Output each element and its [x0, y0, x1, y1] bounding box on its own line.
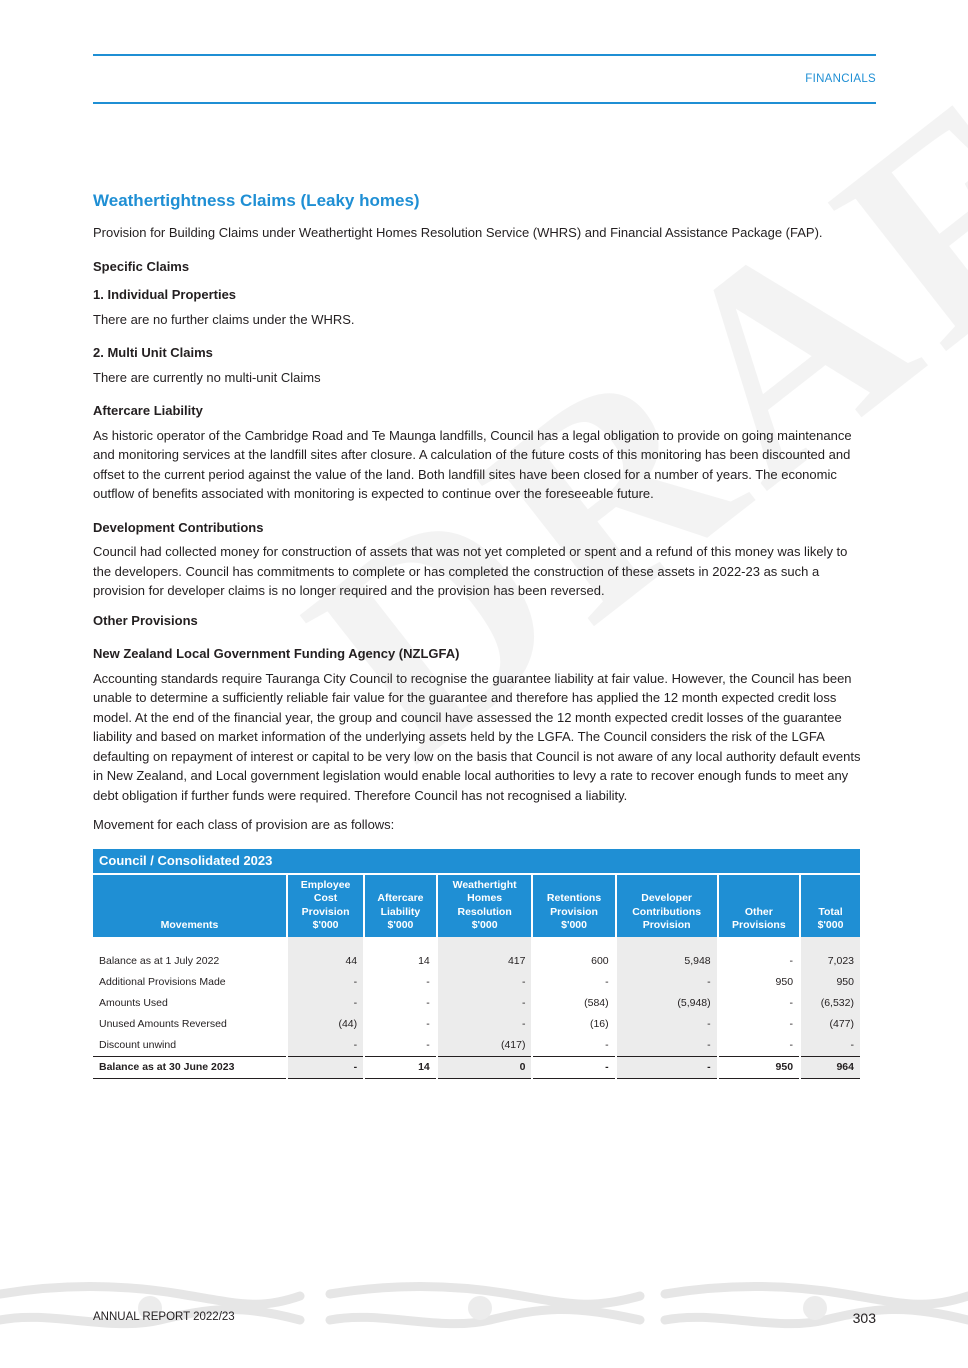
table-cell: - — [718, 993, 800, 1014]
other-provisions-heading: Other Provisions — [93, 612, 198, 628]
table-header-cell — [287, 874, 364, 937]
table-header-text: Provision — [550, 905, 598, 918]
table-cell: - — [718, 951, 800, 972]
table-cell: 600 — [532, 951, 615, 972]
intro-paragraph: Provision for Building Claims under Weathertight Homes Resolution Service (WHRS) and Financial Assistance Package (FAP). — [93, 225, 823, 240]
table-cell: 5,948 — [616, 951, 718, 972]
provisions-table — [93, 849, 860, 1079]
table-cell: - — [364, 1035, 437, 1057]
table-header-text: Movements — [160, 919, 219, 931]
table-cell: (5,948) — [616, 993, 718, 1014]
table-header-text: $'000 — [312, 919, 339, 931]
table-cell: - — [364, 1014, 437, 1035]
table-header-text: Liability — [380, 905, 421, 918]
table-cell: - — [437, 1014, 533, 1035]
movement-intro: Movement for each class of provision are as follows: — [93, 817, 395, 832]
table-cell: - — [287, 993, 364, 1014]
specific-claims-heading: Specific Claims — [93, 258, 190, 274]
table-cell: - — [616, 1056, 718, 1078]
header-rule-top — [93, 54, 876, 56]
table-header-text: Employee — [300, 878, 351, 891]
row-label: Additional Provisions Made — [99, 976, 226, 988]
individual-properties-heading: 1. Individual Properties — [93, 287, 237, 302]
table-cell: - — [287, 972, 364, 993]
table-cell: 964 — [800, 1056, 860, 1078]
table-header-cell — [800, 874, 860, 937]
table-cell: 7,023 — [800, 951, 860, 972]
table-row — [93, 951, 860, 972]
table-cell: - — [616, 1014, 718, 1035]
table-header-cell — [532, 874, 615, 937]
multi-unit-heading: 2. Multi Unit Claims — [93, 345, 213, 360]
header-rule-bottom — [93, 102, 876, 104]
row-label: Discount unwind — [99, 1039, 177, 1051]
aftercare-heading: Aftercare Liability — [93, 403, 203, 418]
table-header-text: Homes — [467, 892, 503, 904]
table-cell: (584) — [532, 993, 615, 1014]
table-header-text: Developer — [641, 892, 693, 904]
table-header-text: $'000 — [387, 919, 414, 931]
table-cell: - — [364, 993, 437, 1014]
table-cell: - — [616, 972, 718, 993]
table-row — [93, 1014, 860, 1035]
table-cell: (44) — [287, 1014, 364, 1035]
row-label: Balance as at 30 June 2023 — [93, 1056, 287, 1078]
table-header-cell — [93, 874, 287, 937]
nzlgfa-text: Accounting standards require Tauranga City Council to recognise the guarantee liability at fair value. However, the Council has been unable to determine a sufficiently reliable fair value for the guarantee and therefore has applied the 12 month expected credit loss model. At the end of the financial year, the group and council have assessed the 12 month expected credit losses of the guarantee liability and based on market information of the underlying assets held by the LGFA. The Council considers the risk of the LGFA defaulting on repayment of interest or capital to be very low on the basis that Council is not aware of any local authority default events in New Zealand, and Local government legislation would enable local authorities to levy a rate to recover enough funds to meet any debt obligation if further funds were required. Therefore Council has not recognised a liability. — [93, 670, 861, 803]
table-header-text: Weathertight — [452, 878, 517, 891]
table-title: Council / Consolidated 2023 — [93, 849, 860, 874]
table-cell: (417) — [437, 1035, 533, 1057]
table-header-text: Provisions — [732, 919, 786, 931]
row-label: Balance as at 1 July 2022 — [99, 955, 220, 967]
table-header-text: Contributions — [632, 905, 702, 918]
table-header-text: Cost — [313, 892, 338, 904]
table-cell: - — [287, 1035, 364, 1057]
table-cell: 14 — [364, 951, 437, 972]
table-cell: - — [616, 1035, 718, 1057]
table-row — [93, 1035, 860, 1057]
table-header-text: Other — [744, 905, 773, 918]
row-label: Amounts Used — [99, 997, 168, 1009]
table-header-row — [93, 874, 860, 937]
table-header-text: Total — [818, 905, 843, 918]
table-row — [93, 972, 860, 993]
table-header-cell — [616, 874, 718, 937]
table-cell: 14 — [364, 1056, 437, 1078]
table-cell: 417 — [437, 951, 533, 972]
table-header-text: $'000 — [817, 919, 844, 931]
nzlgfa-heading: New Zealand Local Government Funding Agency (NZLGFA) — [93, 646, 460, 661]
table-header-cell — [364, 874, 437, 937]
table-header-text: $'000 — [561, 919, 587, 931]
development-contributions-text: Council had collected money for construction of assets that was not yet completed or spent and a refund of this money was likely to the developers. Council has commitments to complete or has completed the construction of these assets in 2022-23 as such a provision for developer claims is no longer required and the provision has been reversed. — [93, 544, 848, 598]
table-header-text: Provision — [301, 905, 350, 918]
table-cell: - — [532, 1056, 615, 1078]
table-header-text: Provision — [642, 919, 691, 931]
table-cell: 950 — [800, 972, 860, 993]
table-cell: - — [532, 972, 615, 993]
table-cell: - — [364, 972, 437, 993]
table-cell: (477) — [800, 1014, 860, 1035]
table-cell: (16) — [532, 1014, 615, 1035]
report-label: ANNUAL REPORT 2022/23 — [93, 1311, 235, 1323]
table-header-cell — [718, 874, 800, 937]
table-cell: 0 — [437, 1056, 533, 1078]
table-cell: - — [437, 972, 533, 993]
page-number: 303 — [852, 1310, 876, 1326]
table-cell: - — [532, 1035, 615, 1057]
page-title: Weathertightness Claims (Leaky homes) — [93, 191, 420, 210]
table-cell: 950 — [718, 972, 800, 993]
table-cell: - — [800, 1035, 860, 1057]
multi-unit-text: There are currently no multi-unit Claims — [93, 369, 321, 385]
individual-properties-text: There are no further claims under the WHRS. — [93, 311, 355, 327]
table-header-text: Resolution — [457, 905, 512, 918]
table-total-row — [93, 1056, 860, 1078]
table-row — [93, 993, 860, 1014]
table-header-text: Aftercare — [377, 892, 424, 904]
development-contributions-heading: Development Contributions — [93, 519, 264, 535]
table-cell: 950 — [718, 1056, 800, 1078]
table-header-cell — [437, 874, 533, 937]
table-cell: (6,532) — [800, 993, 860, 1014]
table-cell: - — [718, 1035, 800, 1057]
table-cell: - — [718, 1014, 800, 1035]
table-spacer-row — [93, 937, 860, 951]
main-content — [93, 190, 869, 1079]
table-header-text: $'000 — [471, 919, 498, 931]
table-cell: 44 — [287, 951, 364, 972]
aftercare-text: As historic operator of the Cambridge Road and Te Maunga landfills, Council has a legal obligation to provide on going maintenance and monitoring services at the landfill sites after closure. A calculation of the future costs of this monitoring has been discounted and offset to the current period against the value of the land. Both landfill sites have been closed for a number of years. The economic outflow of benefits associated with monitoring is expected to continue over the foreseeable future. — [93, 427, 852, 501]
table-header-text: Retentions — [546, 892, 602, 904]
table-cell: - — [437, 993, 533, 1014]
section-label: FINANCIALS — [805, 73, 876, 85]
table-cell: - — [287, 1056, 364, 1078]
row-label: Unused Amounts Reversed — [99, 1018, 227, 1030]
